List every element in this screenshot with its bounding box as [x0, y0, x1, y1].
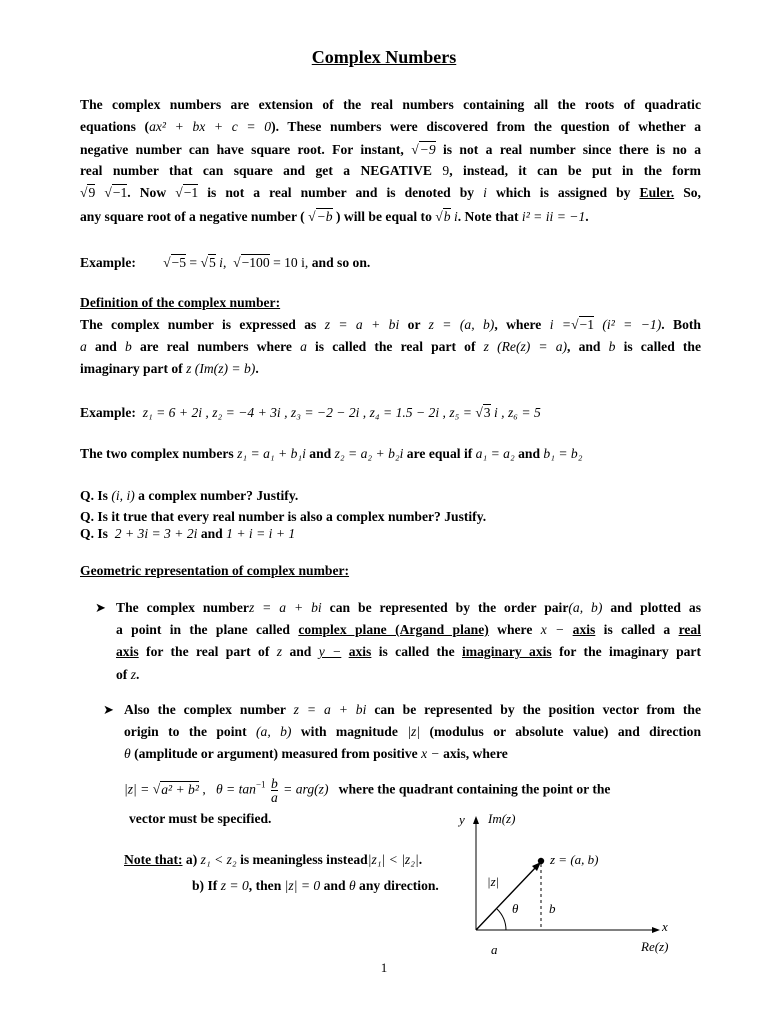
bullet-2-line-1: Also the complex number z = a + bi can be represented by the position vector from the [124, 702, 702, 717]
geometric-heading: Geometric representation of complex number: [80, 563, 350, 578]
intro-line-6: any square root of a negative number ( √−b ) will be equal to √b i. Note that i² = ii = −1. [80, 209, 589, 224]
bullet-2-line-3: θ (amplitude or argument) measured from positive x − axis, where [124, 746, 508, 761]
note-a: Note that: a) z₁ < z₂ is meaningless instead|z₁| < |z₂|. [124, 852, 423, 867]
bullet-1-line-1: The complex numberz = a + bi can be represented by the order pair(a, b) and plotted as [116, 600, 701, 615]
definition-line-2: a and b are real numbers where a is called the real part of z (Re(z) = a), and b is called the [80, 339, 702, 354]
y-axis-arrowhead-icon [473, 816, 479, 824]
bullet-1-line-4: of z. [116, 667, 140, 682]
example-1: Example: √−5 = √5 i, √−100 = 10 i, and so on. [80, 255, 371, 270]
intro-line-3: negative number can have square root. For instant, √−9 is not a real number since there is no a [80, 142, 701, 157]
definition-heading: Definition of the complex number: [80, 295, 281, 310]
page-number: 1 [380, 960, 388, 975]
point-z [538, 858, 544, 864]
im-axis-label: Im(z) [488, 811, 516, 826]
question-1: Q. Is (i, i) a complex number? Justify. [80, 488, 299, 503]
bullet-1-line-3: axis for the real part of z and y − axis is called the imaginary axis for the imaginary part [116, 644, 701, 659]
intro-line-2: equations (ax² + bx + c = 0). These numbers were discovered from the question of whether a [80, 119, 702, 134]
equality-line: The two complex numbers z₁ = a₁ + b₁i and z₂ = a₂ + b₂i are equal if a₁ = a₂ and b₁ = b₂ [80, 446, 583, 461]
definition-line-1: The complex number is expressed as z = a + bi or z = (a, b), where i =√−1 (i² = −1). Both [80, 317, 701, 332]
question-2: Q. Is it true that every real number is also a complex number? Justify. [80, 509, 487, 524]
y-axis-label: y [459, 812, 465, 827]
angle-arc [497, 909, 506, 930]
re-axis-label: Re(z) [641, 939, 669, 954]
bullet-2-line-2: origin to the point (a, b) with magnitude |z| (modulus or absolute value) and direction [124, 724, 702, 739]
bullet-arrow-icon: ➤ [103, 702, 114, 717]
bullet-2-line-5: vector must be specified. [129, 811, 272, 826]
intro-line-1: The complex numbers are extension of the real numbers containing all the roots of quadratic [80, 97, 701, 112]
example-2: Example: z₁ = 6 + 2i , z₂ = −4 + 3i , z₃ = −2 − 2i , z₄ = 1.5 − 2i , z₅ = √3 i , z₆ = 5 [80, 405, 541, 420]
bullet-1-line-2: a point in the plane called complex plane (Argand plane) where x − axis is called a real [116, 622, 701, 637]
question-3: Q. Is 2 + 3i = 3 + 2i and 1 + i = i + 1 [80, 526, 296, 541]
intro-line-5: √9 √−1. Now √−1 is not a real number and is denoted by i which is assigned by Euler. So, [80, 185, 701, 200]
note-b: b) If z = 0, then |z| = 0 and θ any direction. [192, 878, 439, 893]
bullet-arrow-icon: ➤ [95, 600, 106, 615]
definition-line-3: imaginary part of z (Im(z) = b). [80, 361, 259, 376]
modulus-formula: |z| = √a² + b² , $\theta = \tan^{-1}$ $\frac{b}{a}$ = arg(z) where the quadrant containing the point or the [124, 776, 611, 805]
modulus-label: |z| [487, 874, 500, 889]
x-axis-label: x [662, 919, 668, 934]
page-title: Complex Numbers [311, 47, 457, 67]
position-vector [476, 866, 537, 930]
theta-label: θ [512, 901, 519, 916]
intro-line-4: real number that can square and get a NEGATIVE 9, instead, it can be put in the form [80, 163, 701, 178]
a-label: a [491, 942, 498, 957]
b-label: b [549, 901, 556, 916]
x-axis-arrowhead-icon [652, 927, 660, 933]
point-label: z = (a, b) [550, 852, 599, 867]
